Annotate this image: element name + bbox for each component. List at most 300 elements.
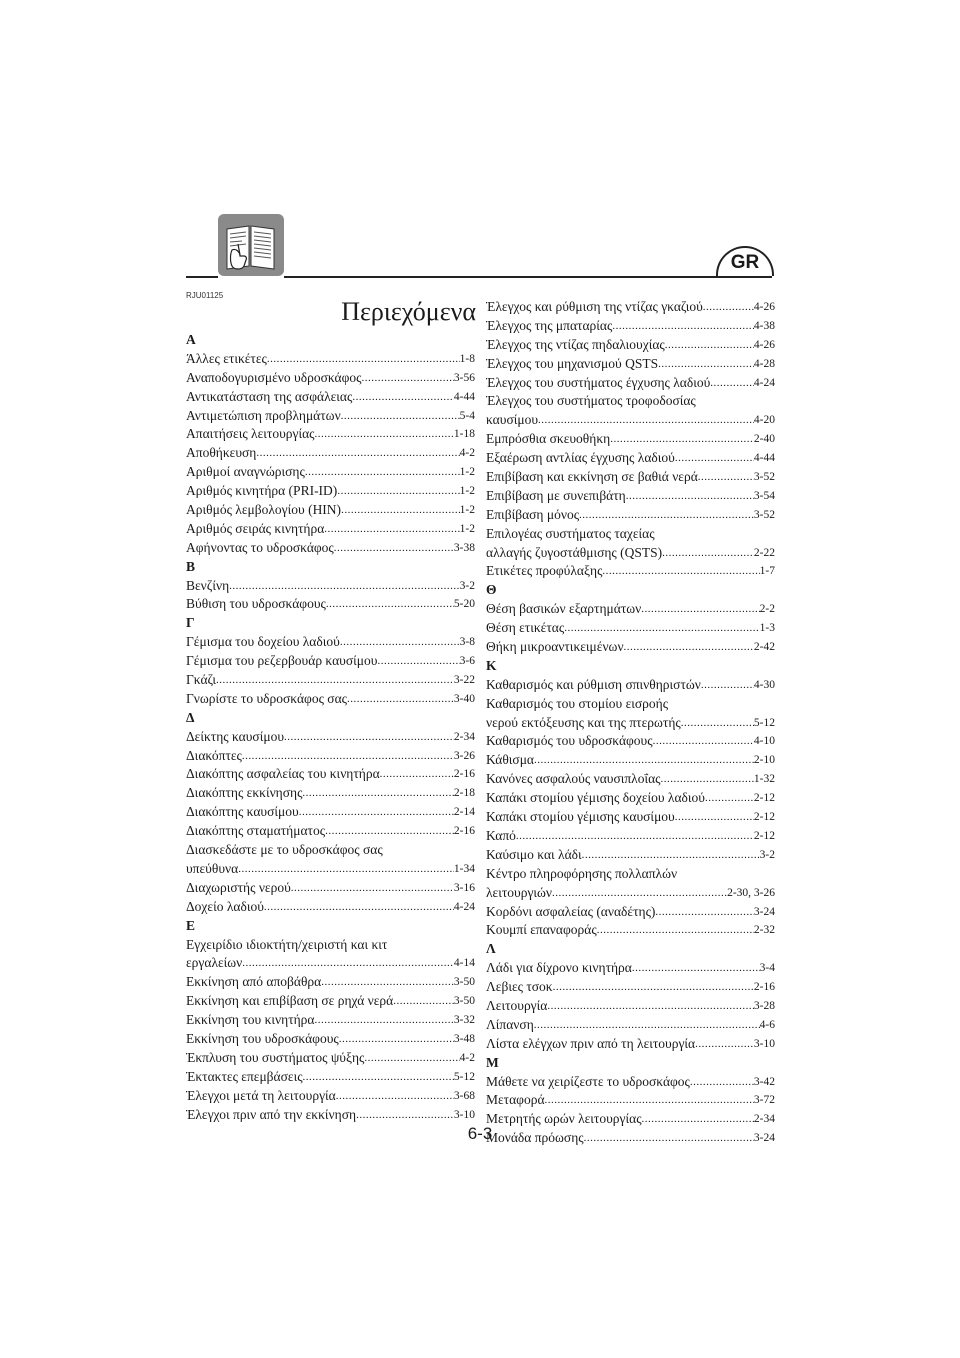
index-entry-text: Έλεγχοι πριν από την εκκίνηση <box>186 1106 357 1122</box>
index-entry <box>186 444 475 463</box>
index-entry-text: Καύσιμο και λάδι <box>486 846 582 862</box>
index-entry-text: Αριθμός κινητήρα (PRI-ID) <box>186 483 338 499</box>
index-entry-text: Διακόπτης σταματήματος <box>186 823 326 839</box>
index-entry-page: 4-14 <box>453 957 475 970</box>
dot-leader <box>610 430 754 449</box>
index-entry <box>486 298 775 317</box>
index-letter-heading: Κ <box>486 657 497 673</box>
index-entry-text: Εκκίνηση και επιβίβαση σε ρηχά νερά <box>186 993 394 1009</box>
index-entry-text: Έλεγχος της ντίζας πηδαλιουχίας <box>486 336 665 352</box>
dot-leader <box>698 468 754 487</box>
index-entry-text: Αποθήκευση <box>186 445 257 461</box>
index-entry-page: 4-24 <box>453 900 475 913</box>
index-entry <box>186 992 475 1011</box>
dot-leader <box>534 751 754 770</box>
index-entry <box>186 595 475 614</box>
index-entry <box>186 520 475 539</box>
index-entry-page: 3-68 <box>453 1089 475 1102</box>
dot-leader <box>321 973 454 992</box>
dot-leader <box>552 884 727 903</box>
dot-leader <box>334 539 454 558</box>
dot-leader <box>324 520 459 539</box>
index-entry <box>186 973 475 992</box>
index-entry <box>486 317 775 336</box>
index-entry <box>486 544 775 563</box>
index-entry-page: 1-2 <box>459 466 475 479</box>
dot-leader <box>632 959 760 978</box>
index-entry-page: 4-10 <box>753 735 775 748</box>
index-entry <box>486 903 775 922</box>
dot-leader <box>710 374 754 393</box>
index-entry <box>486 600 775 619</box>
dot-leader <box>661 770 754 789</box>
index-entry <box>186 501 475 520</box>
index-entry <box>186 671 475 690</box>
dot-leader <box>347 690 454 709</box>
index-entry-page: 3-22 <box>453 674 475 687</box>
index-entry <box>486 789 775 808</box>
dot-leader <box>602 562 759 581</box>
index-entry-text: υπεύθυνα <box>186 860 239 876</box>
index-entry <box>186 898 475 917</box>
index-entry-page: 3-72 <box>753 1094 775 1107</box>
index-entry-text: Εκκίνηση του υδροσκάφους <box>186 1030 339 1046</box>
index-entry-text: Γέμισμα του ρεζερβουάρ καυσίμου <box>186 653 378 669</box>
index-entry <box>186 577 475 596</box>
index-entry <box>486 355 775 374</box>
index-entry <box>486 1035 775 1054</box>
dot-leader <box>340 633 460 652</box>
index-entry <box>186 463 475 482</box>
index-entry-page: 3-38 <box>453 541 475 554</box>
index-entry-page: 1-18 <box>453 428 475 441</box>
index-entry <box>186 407 475 426</box>
index-entry-text: Διακόπτης ασφαλείας του κινητήρα <box>186 766 380 782</box>
index-entry-page: 1-7 <box>759 565 775 578</box>
index-entry-text: Γκάζι <box>186 672 216 688</box>
index-entry <box>486 449 775 468</box>
index-entry-page: 4-26 <box>753 338 775 351</box>
index-entry-page: 5-12 <box>453 1070 475 1083</box>
dot-leader <box>695 1035 754 1054</box>
index-entry-text: Λίστα ελέγχων πριν από τη λειτουργία <box>486 1035 696 1051</box>
index-entry <box>186 803 475 822</box>
dot-leader <box>337 482 459 501</box>
index-entry <box>486 1016 775 1035</box>
index-entry-text: Μάθετε να χειρίζεστε το υδροσκάφος <box>486 1073 690 1089</box>
dot-leader <box>612 317 754 336</box>
index-entry <box>486 468 775 487</box>
index-entry-text: Έλεγχοι μετά τη λειτουργία <box>186 1087 336 1103</box>
dot-leader <box>553 978 754 997</box>
index-entry-page: 3-40 <box>453 692 475 705</box>
page-number: 6-3 <box>467 1124 493 1143</box>
index-letter-heading: Λ <box>486 941 496 957</box>
index-entry-page: 4-28 <box>753 357 775 370</box>
index-entry-text: Αναποδογυρισμένο υδροσκάφος <box>186 369 362 385</box>
index-entry-text: Κουμπί επαναφοράς <box>486 922 597 938</box>
index-entry-text: Καπάκι στομίου γέμισης καυσίμου <box>486 809 675 825</box>
dot-leader <box>356 1106 454 1125</box>
index-entry-text: Επιβίβαση με συνεπιβάτη <box>486 487 626 503</box>
index-entry-text: Έλεγχος του μηχανισμού QSTS <box>486 355 659 371</box>
index-entry-text: Μονάδα πρόωσης <box>486 1130 584 1146</box>
index-entry-text: Επιβίβαση μόνος <box>486 506 580 522</box>
index-entry-text: Καθαρισμός του υδροσκάφους <box>486 733 653 749</box>
index-entry-text: Θήκη μικροαντικειμένων <box>486 639 624 655</box>
dot-leader <box>675 808 754 827</box>
index-entry <box>486 638 775 657</box>
index-entry-page: 3-48 <box>453 1032 475 1045</box>
index-entry <box>186 1068 475 1087</box>
index-entry-page: 4-44 <box>453 390 475 403</box>
index-entry <box>486 997 775 1016</box>
index-entry-text: Άλλες ετικέτες <box>186 350 267 366</box>
dot-leader <box>597 921 754 940</box>
index-entry-page: 4-38 <box>753 319 775 332</box>
dot-leader <box>579 506 754 525</box>
index-entry-page: 3-4 <box>759 962 775 975</box>
index-entry <box>486 770 775 789</box>
language-badge: GR <box>716 246 774 276</box>
index-entry <box>486 1073 775 1092</box>
dot-leader <box>264 898 454 917</box>
index-entry-text: Αντιμετώπιση προβλημάτων <box>186 407 341 423</box>
index-entry-page: 2-14 <box>453 806 475 819</box>
dot-leader <box>534 1016 760 1035</box>
index-entry-page: 2-12 <box>753 811 775 824</box>
dot-leader <box>315 425 454 444</box>
index-entry-text: Εξαέρωση αντλίας έγχυσης λαδιού <box>486 450 675 466</box>
index-entry-page: 3-2 <box>459 579 475 592</box>
index-entry-page: 3-6 <box>459 655 475 668</box>
dot-leader <box>352 388 454 407</box>
index-entry-text: Ετικέτες προφύλαξης <box>486 563 603 579</box>
dot-leader <box>315 1011 454 1030</box>
dot-leader <box>624 638 754 657</box>
index-letter-heading: Γ <box>186 615 195 631</box>
index-entry <box>486 884 775 903</box>
index-entry-text: Μετρητής ωρών λειτουργίας <box>486 1111 642 1127</box>
index-entry-text: Εκκίνηση του κινητήρα <box>186 1012 315 1028</box>
index-entry <box>186 369 475 388</box>
index-entry-text: Αντικατάσταση της ασφάλειας <box>186 388 353 404</box>
dot-leader <box>238 860 454 879</box>
dot-leader <box>326 595 454 614</box>
index-entry <box>486 921 775 940</box>
index-entry-text: Εκκίνηση από αποβάθρα <box>186 974 322 990</box>
dot-leader <box>341 407 460 426</box>
index-letter-heading: Θ <box>486 582 497 598</box>
dot-leader <box>325 822 454 841</box>
index-entry-text: Κάθισμα <box>486 752 535 768</box>
index-column-right <box>486 298 775 1148</box>
dot-leader <box>284 728 454 747</box>
index-entry <box>186 539 475 558</box>
index-entry <box>486 827 775 846</box>
index-entry-page: 2-12 <box>753 829 775 842</box>
index-letter-heading: Δ <box>186 709 195 725</box>
dot-leader <box>626 487 754 506</box>
index-entry-page: 3-50 <box>453 976 475 989</box>
dot-leader <box>229 577 459 596</box>
index-entry-page: 2-34 <box>753 1113 775 1126</box>
index-entry <box>486 1091 775 1110</box>
index-entry-page: 4-26 <box>753 301 775 313</box>
dot-leader <box>380 765 454 784</box>
index-entry <box>186 425 475 444</box>
index-letter-heading: Μ <box>486 1054 499 1070</box>
index-entry-text: Αφήνοντας το υδροσκάφος <box>186 539 334 555</box>
dot-leader <box>653 732 754 751</box>
index-entry-line: Εγχειρίδιο ιδιοκτήτη/χειριστή και κιτ <box>186 936 388 952</box>
index-entry <box>486 846 775 865</box>
index-entry-page: 2-12 <box>753 792 775 805</box>
index-entry-page: 2-18 <box>453 787 475 800</box>
index-entry <box>186 350 475 369</box>
index-entry-text: Βύθιση του υδροσκάφους <box>186 596 326 612</box>
index-entry-page: 4-44 <box>753 452 775 465</box>
index-entry-text: Αριθμοί αναγνώρισης <box>186 464 305 480</box>
index-entry-page: 4-30 <box>753 678 775 691</box>
index-entry-text: Έκτακτες επεμβάσεις <box>186 1068 303 1084</box>
index-entry-page: 2-16 <box>453 768 475 781</box>
index-entry-page: 1-2 <box>459 485 475 498</box>
dot-leader <box>655 903 753 922</box>
dot-leader <box>362 369 454 388</box>
index-entry-page: 2-32 <box>753 924 775 937</box>
index-entry-text: Διακόπτης εκκίνησης <box>186 785 303 801</box>
index-entry-text: Έλεγχος του συστήματος έγχυσης λαδιού <box>486 374 711 390</box>
dot-leader <box>393 992 454 1011</box>
index-entry-text: Λάδι για δίχρονο κινητήρα <box>486 960 632 976</box>
dot-leader <box>305 463 460 482</box>
dot-leader <box>256 444 459 463</box>
index-entry-text: Επιβίβαση και εκκίνηση σε βαθιά νερά <box>486 469 698 485</box>
index-entry-page: 3-28 <box>753 999 775 1012</box>
dot-leader <box>341 501 460 520</box>
index-entry <box>486 959 775 978</box>
index-entry-page: 5-4 <box>459 409 475 422</box>
index-entry-page: 3-10 <box>753 1037 775 1050</box>
index-entry-page: 1-2 <box>459 504 475 517</box>
index-entry-text: Απαιτήσεις λειτουργίας <box>186 426 315 442</box>
dot-leader <box>703 298 754 317</box>
dot-leader <box>339 1030 454 1049</box>
index-entry-line: Κέντρο πληροφόρησης πολλαπλών <box>486 865 678 881</box>
index-letter-heading: Α <box>186 332 196 347</box>
index-entry-page: 2-34 <box>453 730 475 743</box>
dot-leader <box>658 355 754 374</box>
index-entry <box>486 714 775 733</box>
dot-leader <box>377 652 459 671</box>
index-entry-text: Γνωρίστε το υδροσκάφος σας <box>186 690 347 706</box>
index-entry-line: Καθαρισμός του στομίου εισροής <box>486 695 669 711</box>
index-entry-page: 3-8 <box>459 636 475 649</box>
index-entry-page: 4-20 <box>753 414 775 427</box>
dot-leader <box>303 1068 454 1087</box>
dot-leader <box>291 879 454 898</box>
index-entry <box>486 411 775 430</box>
index-entry <box>186 1049 475 1068</box>
dot-leader <box>690 1073 754 1092</box>
index-entry-page: 3-2 <box>759 848 775 861</box>
index-entry <box>186 1011 475 1030</box>
index-entry <box>486 619 775 638</box>
index-entry-text: Διακόπτες <box>186 747 242 763</box>
index-entry <box>486 487 775 506</box>
dot-leader <box>547 997 754 1016</box>
dot-leader <box>564 619 759 638</box>
index-entry-page: 3-10 <box>453 1108 475 1121</box>
index-entry-text: Διακόπτης καυσίμου <box>186 804 299 820</box>
index-entry-page: 3-24 <box>753 905 775 918</box>
index-entry-page: 1-8 <box>459 352 475 365</box>
dot-leader <box>675 449 754 468</box>
index-entry-line: Έλεγχος του συστήματος τροφοδοσίας <box>486 393 696 409</box>
index-entry-text: Λίπανση <box>486 1016 534 1032</box>
index-entry-page: 4-2 <box>459 447 475 460</box>
dot-leader <box>701 676 754 695</box>
index-entry-text: Αριθμός λεμβολογίου (HIN) <box>186 502 342 518</box>
index-entry <box>186 690 475 709</box>
dot-leader <box>216 671 454 690</box>
index-entry-page: 3-52 <box>753 471 775 484</box>
index-entry <box>486 430 775 449</box>
index-entry-text: Καθαρισμός και ρύθμιση σπινθηριστών <box>486 676 701 692</box>
index-entry <box>486 978 775 997</box>
index-entry-page: 2-40 <box>753 433 775 446</box>
index-entry-page: 2-22 <box>753 546 775 559</box>
index-entry-page: 3-24 <box>753 1132 775 1145</box>
header-rule-right <box>284 276 772 278</box>
index-entry-text: Καπό <box>486 827 516 843</box>
index-entry-text: νερού εκτόξευσης και της πτερωτής <box>486 714 681 730</box>
index-entry-text: Έλεγχος της μπαταρίας <box>486 317 613 333</box>
index-entry <box>186 1106 475 1125</box>
index-entry-page: 1-3 <box>759 622 775 635</box>
index-entry-text: Δείκτης καυσίμου <box>186 728 285 744</box>
index-entry-page: 3-50 <box>453 995 475 1008</box>
index-entry-page: 3-42 <box>753 1075 775 1088</box>
index-entry-text: Λεβιες τσοκ <box>486 979 553 995</box>
index-entry-text: καυσίμου <box>486 412 539 428</box>
page-title: Περιεχόμενα <box>341 297 476 326</box>
index-letter-heading: Ε <box>186 917 196 933</box>
index-entry <box>486 751 775 770</box>
index-entry-text: Λειτουργία <box>486 997 548 1013</box>
index-entry-page: 4-2 <box>459 1051 475 1064</box>
index-entry-line: Διασκεδάστε με το υδροσκάφος σας <box>186 842 383 858</box>
index-entry <box>186 765 475 784</box>
index-entry-page: 4-6 <box>759 1018 775 1031</box>
index-entry-page: 3-54 <box>753 489 775 502</box>
index-entry <box>186 633 475 652</box>
dot-leader <box>364 1049 459 1068</box>
index-entry-text: Εμπρόσθια σκευοθήκη <box>486 431 611 447</box>
index-entry <box>186 860 475 879</box>
index-entry-page: 2-16 <box>753 981 775 994</box>
index-entry-text: Κανόνες ασφαλούς ναυσιπλοΐας <box>486 771 661 787</box>
index-entry-page: 3-26 <box>453 749 475 762</box>
index-entry-text: Κορδόνι ασφαλείας (αναδέτης) <box>486 903 656 919</box>
index-entry <box>186 1030 475 1049</box>
dot-leader <box>242 954 454 973</box>
manual-book-icon <box>218 214 284 276</box>
index-entry <box>186 822 475 841</box>
index-letter-heading: Β <box>186 558 196 574</box>
index-entry-page: 2-2 <box>759 603 775 616</box>
index-entry-page: 4-24 <box>753 376 775 389</box>
index-entry <box>186 482 475 501</box>
index-entry-text: Δοχείο λαδιού <box>186 898 264 914</box>
dot-leader <box>582 846 760 865</box>
dot-leader <box>267 350 460 369</box>
dot-leader <box>681 714 754 733</box>
index-entry <box>486 732 775 751</box>
dot-leader <box>336 1087 454 1106</box>
document-code: RJU01125 <box>186 291 224 300</box>
index-entry <box>186 1087 475 1106</box>
dot-leader <box>538 411 754 430</box>
index-entry <box>486 374 775 393</box>
index-entry-text: Αριθμός σειράς κινητήρα <box>186 520 325 536</box>
index-column-left <box>186 331 475 1124</box>
dot-leader <box>705 789 754 808</box>
index-entry-text: Έλεγχος και ρύθμιση της ντίζας γκαζιού <box>486 299 703 314</box>
index-entry-page: 1-34 <box>453 862 475 875</box>
index-entry-page: 3-16 <box>453 881 475 894</box>
index-entry-page: 3-32 <box>453 1014 475 1027</box>
index-entry-text: Καπάκι στομίου γέμισης δοχείου λαδιού <box>486 790 705 806</box>
index-entry-text: εργαλείων <box>186 955 243 971</box>
dot-leader <box>641 600 759 619</box>
index-entry <box>486 676 775 695</box>
index-entry <box>186 747 475 766</box>
index-entry-page: 2-30, 3-26 <box>727 886 775 899</box>
index-entry-page: 2-10 <box>753 754 775 767</box>
index-entry-text: Έκπλυση του συστήματος ψύξης <box>186 1049 365 1065</box>
dot-leader <box>665 336 754 355</box>
index-entry-text: Βενζίνη <box>186 577 230 593</box>
index-entry <box>186 784 475 803</box>
index-entry <box>186 879 475 898</box>
index-entry-page: 5-12 <box>753 716 775 729</box>
index-entry-text: αλλαγής ζυγοστάθμισης (QSTS) <box>486 544 663 560</box>
index-entry-page: 2-16 <box>453 825 475 838</box>
index-entry-line: Επιλογέας συστήματος ταχείας <box>486 525 655 541</box>
index-entry-page: 2-42 <box>753 641 775 654</box>
index-entry-page: 1-2 <box>459 522 475 535</box>
index-entry-text: Θέση ετικέτας <box>486 620 565 636</box>
index-entry-text: λειτουργιών <box>486 884 553 900</box>
index-entry-page: 5-20 <box>453 598 475 611</box>
dot-leader <box>302 784 453 803</box>
index-entry-page: 1-32 <box>753 773 775 786</box>
index-entry <box>486 808 775 827</box>
dot-leader <box>545 1091 754 1110</box>
index-entry <box>186 652 475 671</box>
index-entry <box>486 506 775 525</box>
dot-leader <box>516 827 754 846</box>
index-entry <box>186 728 475 747</box>
index-entry <box>486 562 775 581</box>
index-entry-text: Μεταφορά <box>486 1092 545 1108</box>
dot-leader <box>299 803 454 822</box>
index-entry <box>186 954 475 973</box>
index-entry-page: 3-52 <box>753 508 775 521</box>
index-entry <box>486 336 775 355</box>
